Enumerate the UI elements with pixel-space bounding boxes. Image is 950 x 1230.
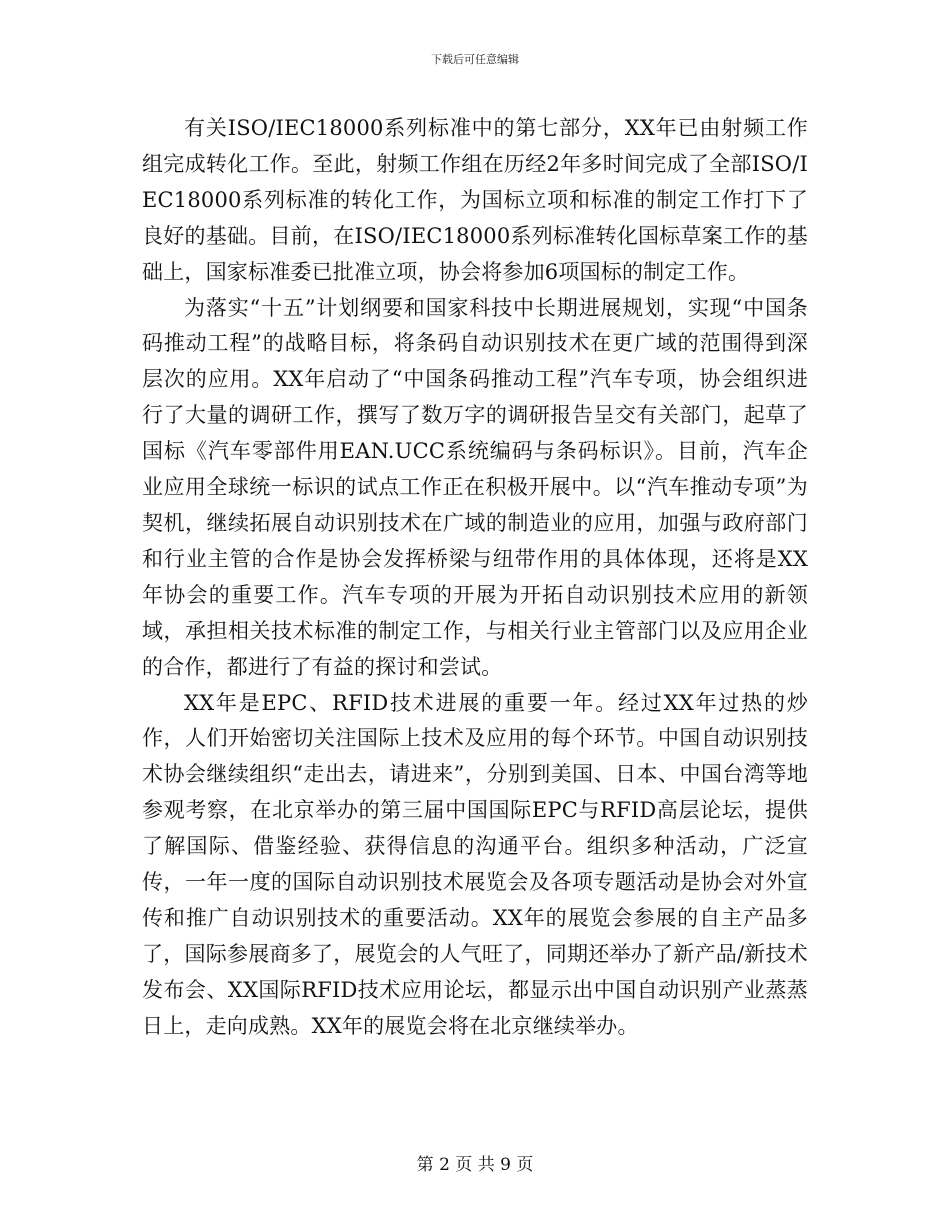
page-header-note: 下载后可任意编辑 [431, 53, 519, 66]
page-number: 第 2 页 共 9 页 [416, 1155, 534, 1175]
paragraph-epc-rfid-development: XX年是EPC、RFID技术进展的重要一年。经过XX年过热的炒作，人们开始密切关注国际上技术及应用的每个环节。中国自动识别技术协会继续组织“走出去，请进来”，分别到美国、日本、中国台湾等地参观考察，在北京举办的第三届中国国际EPC与RFID高层论坛，提供了解国际、借鉴经验、获得信息的沟通平台。组织多种活动，广泛宣传，一年一度的国际自动识别技术展览会及各项专题活动是协会对外宣传和推广自动识别技术的重要活动。XX年的展览会参展的自主产品多了，国际参展商多了，展览会的人气旺了，同期还举办了新产品/新技术发布会、XX国际RFID技术应用论坛，都显示出中国自动识别产业蒸蒸日上，走向成熟。XX年的展览会将在北京继续举办。 [142, 690, 808, 1038]
paragraph-barcode-promotion-project: 为落实“十五”计划纲要和国家科技中长期进展规划，实现“中国条码推动工程”的战略目标，将条码自动识别技术在更广域的范围得到深层次的应用。XX年启动了“中国条码推动工程”汽车专项，协会组织进行了大量的调研工作，撰写了数万字的调研报告呈交有关部门，起草了国标《汽车零部件用EAN.UCC系统编码与条码标识》。目前，汽车企业应用全球统一标识的试点工作正在积极开展中。以“汽车推动专项”为契机，继续拓展自动识别技术在广域的制造业的应用，加强与政府部门和行业主管的合作是协会发挥桥梁与纽带作用的具体体现，还将是XX年协会的重要工作。汽车专项的开展为开拓自动识别技术应用的新领域，承担相关技术标准的制定工作，与相关行业主管部门以及应用企业的合作，都进行了有益的探讨和尝试。 [142, 295, 808, 679]
document-body [142, 111, 808, 1045]
paragraph-iso-iec18000: 有关ISO/IEC18000系列标准中的第七部分，XX年已由射频工作组完成转化工作。至此，射频工作组在历经2年多时间完成了全部ISO/IEC18000系列标准的转化工作，为国标立项和标准的制定工作打下了良好的基础。目前，在ISO/IEC18000系列标准转化国标草案工作的基础上，国家标准委已批准立项，协会将参加6项国标的制定工作。 [142, 116, 808, 284]
